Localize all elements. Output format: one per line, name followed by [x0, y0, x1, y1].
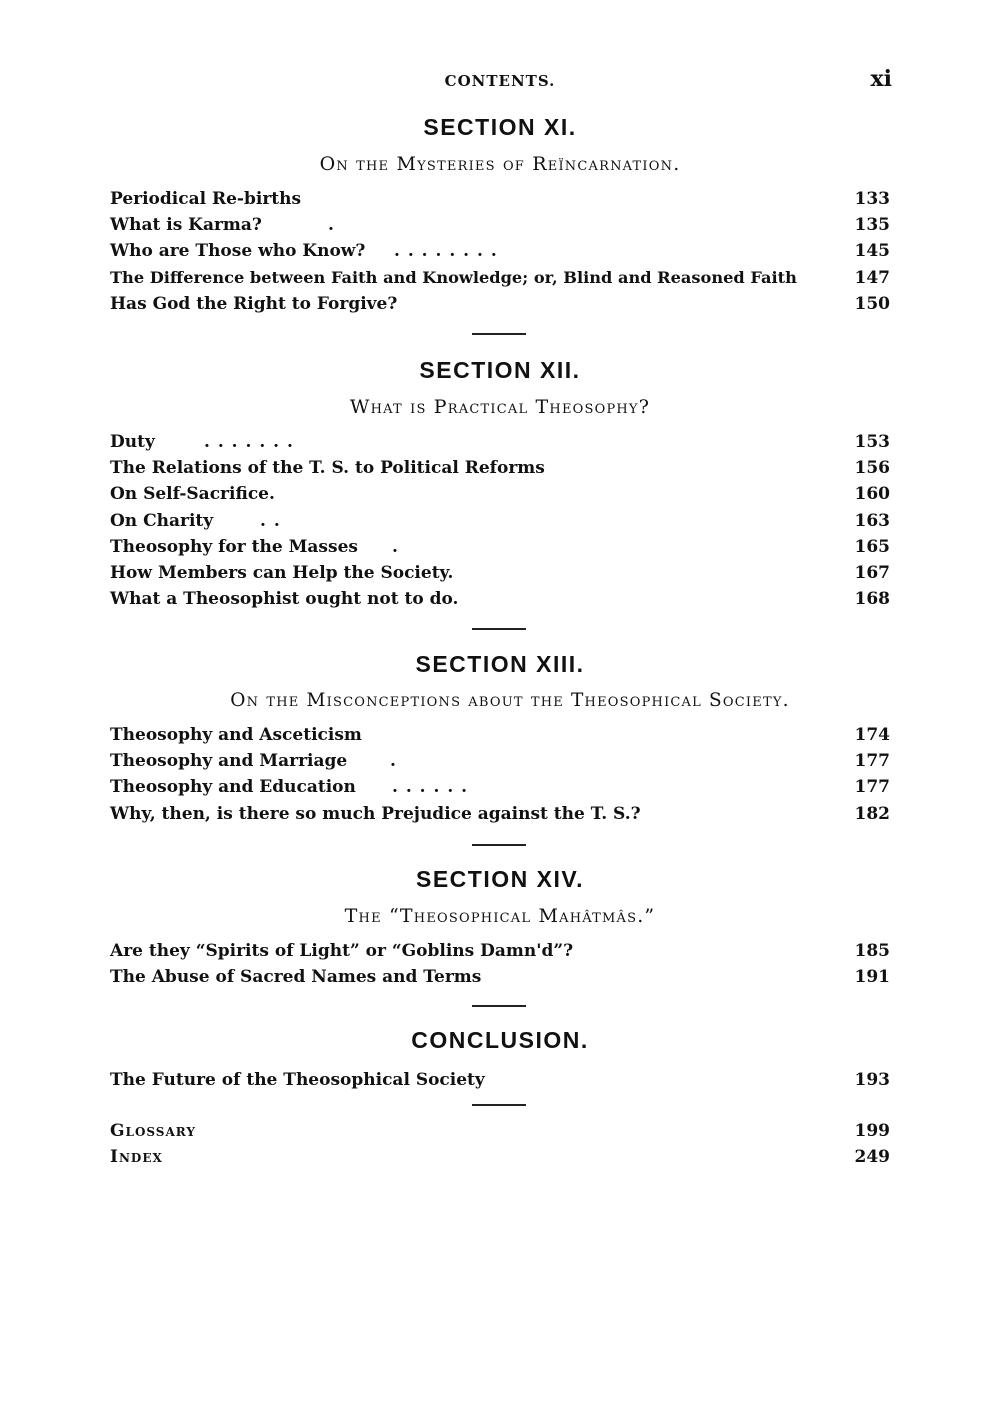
section-subtitle: What is Practical Theosophy?	[349, 396, 651, 418]
entry-page: 147	[854, 267, 890, 288]
end-matter	[110, 1121, 890, 1173]
section-xii	[110, 357, 890, 615]
toc-entry	[110, 751, 890, 777]
entry-label: Theosophy and Education	[110, 777, 356, 798]
entry-label: The Abuse of Sacred Names and Terms	[110, 967, 482, 988]
entry-page: 133	[854, 189, 890, 209]
toc-entry	[110, 777, 890, 803]
entry-label: Theosophy and Marriage	[110, 751, 348, 772]
running-title: CONTENTS.	[444, 72, 556, 90]
entry-label: The Difference between Faith and Knowledge; or, Blind and Reasoned Faith	[110, 267, 797, 287]
toc-entry	[110, 215, 890, 241]
entry-page: 165	[854, 536, 890, 557]
entry-label: How Members can Help the Society.	[110, 562, 454, 583]
page-number: xi	[870, 66, 892, 92]
entry-label: Periodical Re-births	[110, 189, 302, 209]
section-title: SECTION XIII.	[415, 651, 585, 677]
entry-page: 174	[854, 725, 890, 745]
entry-page: 168	[854, 589, 890, 610]
section-divider	[472, 333, 526, 335]
toc-entry	[110, 725, 890, 751]
entry-page: 135	[854, 215, 890, 236]
section-title: CONCLUSION.	[411, 1027, 589, 1053]
entry-label: The Relations of the T. S. to Political Reforms	[110, 458, 545, 479]
section-title: SECTION XI.	[423, 114, 577, 140]
toc-entry	[110, 589, 890, 615]
entry-label: On Charity	[110, 510, 214, 531]
entry-page: 249	[854, 1147, 890, 1168]
entry-page: 160	[854, 484, 890, 505]
entry-label: What is Karma?	[110, 215, 262, 236]
entry-page: 177	[854, 751, 890, 772]
entry-page: 193	[854, 1070, 890, 1090]
toc-entry	[110, 484, 890, 510]
entry-page: 177	[854, 777, 890, 798]
entry-page: 150	[854, 293, 890, 314]
toc-entry	[110, 941, 890, 967]
leader-dots: . .	[260, 510, 281, 531]
entry-label: Why, then, is there so much Prejudice against the T. S.?	[110, 803, 641, 824]
section-title: SECTION XIV.	[416, 866, 584, 892]
toc-entry	[110, 537, 890, 563]
toc-entry	[110, 1121, 890, 1147]
entry-label: Glossary	[110, 1121, 196, 1141]
entry-page: 191	[854, 967, 890, 988]
toc-entry	[110, 241, 890, 267]
entry-page: 153	[854, 432, 890, 452]
toc-entry	[110, 268, 890, 294]
entry-label: Who are Those who Know?	[110, 241, 366, 262]
section-xiii	[110, 651, 890, 830]
leader-dots: . . . . . . .	[204, 432, 294, 452]
leader-dots: . . . . . . . .	[394, 241, 498, 262]
entry-label: Index	[110, 1147, 163, 1168]
entry-label: What a Theosophist ought not to do.	[110, 589, 459, 610]
section-title: SECTION XII.	[419, 357, 581, 383]
entry-page: 167	[854, 562, 890, 583]
entry-page: 163	[854, 510, 890, 531]
entry-page: 145	[854, 241, 890, 262]
toc-entry	[110, 189, 890, 215]
section-xiv	[110, 866, 890, 993]
entry-label: Duty	[110, 432, 155, 452]
leader-dots: .	[392, 536, 399, 557]
toc-entry	[110, 1147, 890, 1173]
section-xi	[110, 114, 890, 320]
entry-label: On Self-Sacrifice.	[110, 484, 275, 505]
entry-page: 156	[854, 458, 890, 479]
section-subtitle: On the Misconceptions about the Theosophical Society.	[230, 690, 790, 711]
section-subtitle: The “Theosophical Mahâtmâs.”	[344, 905, 656, 927]
entry-page: 185	[854, 941, 890, 961]
section-subtitle: On the Mysteries of Reïncarnation.	[319, 153, 681, 175]
entry-label: Theosophy and Asceticism	[110, 725, 362, 745]
toc-entry	[110, 294, 890, 320]
entry-label: Are they “Spirits of Light” or “Goblins Damn'd”?	[110, 941, 574, 961]
section-divider	[472, 1104, 526, 1106]
section-divider	[472, 1005, 526, 1007]
leader-dots: .	[390, 751, 397, 772]
leader-dots: . . . . . .	[392, 777, 469, 798]
toc-entry	[110, 967, 890, 993]
entry-page: 199	[854, 1121, 890, 1141]
section-divider	[472, 628, 526, 630]
toc-entry	[110, 1070, 890, 1096]
toc-entry	[110, 563, 890, 589]
entry-label: The Future of the Theosophical Society	[110, 1070, 485, 1090]
toc-entry	[110, 804, 890, 830]
entry-label: Theosophy for the Masses	[110, 536, 358, 557]
toc-entry	[110, 511, 890, 537]
entry-label: Has God the Right to Forgive?	[110, 293, 398, 314]
conclusion-section	[110, 1027, 890, 1096]
leader-dots: .	[328, 215, 335, 236]
toc-entry	[110, 458, 890, 484]
section-divider	[472, 844, 526, 846]
entry-page: 182	[854, 803, 890, 824]
toc-entry	[110, 432, 890, 458]
